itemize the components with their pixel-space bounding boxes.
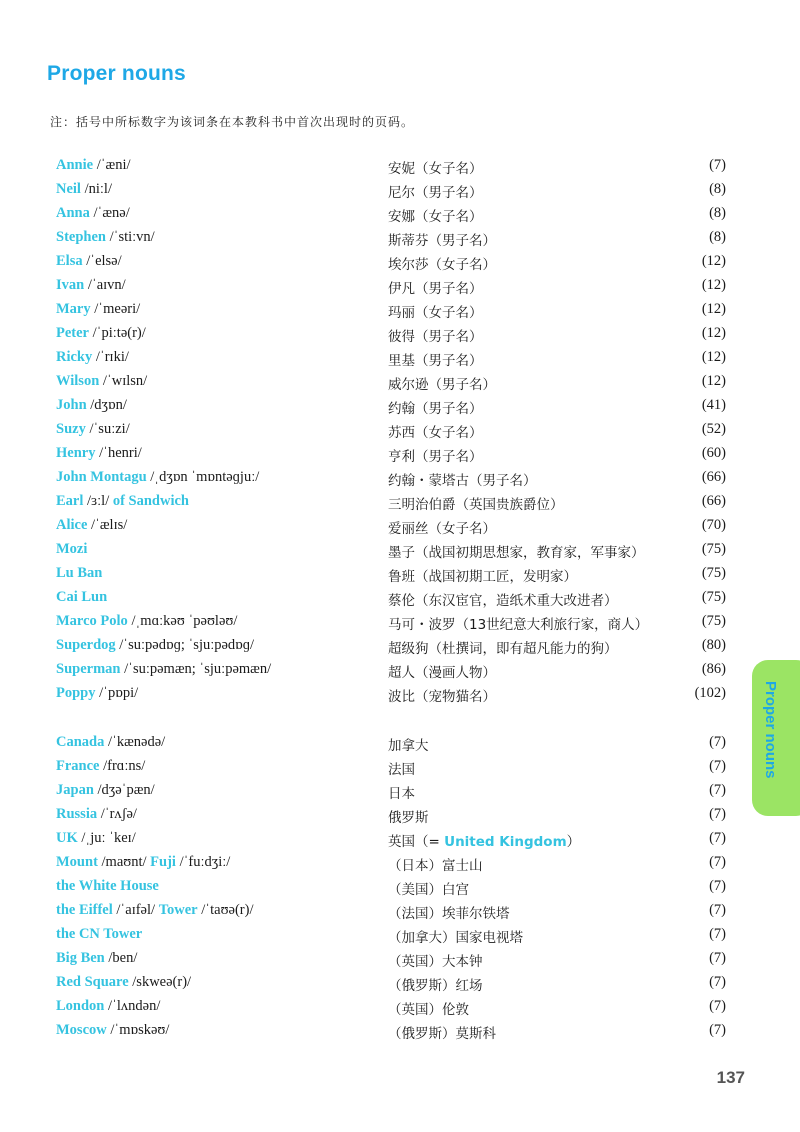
text-segment: 超级狗（杜撰词，即有超凡能力的狗） (388, 641, 618, 657)
text-segment: ） (566, 834, 581, 850)
entry-term (56, 782, 155, 799)
entry-term (56, 469, 259, 486)
headword: UK (56, 830, 78, 846)
entry-row (0, 998, 800, 1022)
entry-translation (388, 205, 483, 225)
entry-term (56, 421, 130, 438)
text-segment: （美国）白宫 (388, 882, 469, 898)
entry-term (56, 685, 138, 702)
entry-row (0, 325, 800, 349)
headword: Neil (56, 181, 81, 197)
text-segment: 蔡伦（东汉宦官，造纸术重大改进者） (388, 593, 618, 609)
entry-page-ref: (8) (709, 181, 726, 197)
text-segment: 彼得（男子名） (388, 329, 483, 345)
text-segment: 玛丽（女子名） (388, 305, 483, 321)
entry-row (0, 445, 800, 469)
entry-term (56, 661, 271, 678)
entry-row (0, 301, 800, 325)
entry-row (0, 397, 800, 421)
entry-translation (388, 157, 483, 177)
text-segment: /dʒɒn/ (86, 397, 127, 413)
text-segment: /ˈpiːtə(r)/ (89, 325, 146, 341)
headword: Mary (56, 301, 91, 317)
entry-page-ref: (7) (709, 854, 726, 870)
headword: Alice (56, 517, 88, 533)
entry-translation (388, 806, 429, 826)
side-tab-label: Proper nouns (762, 681, 779, 779)
entry-term (56, 926, 142, 943)
headword: John (56, 397, 87, 413)
headword: Poppy (56, 685, 96, 701)
entry-term (56, 157, 131, 174)
entry-row (0, 902, 800, 926)
entry-term (56, 517, 127, 534)
text-segment: /ˈrʌʃə/ (97, 806, 137, 822)
text-segment: /ˈtaʊə(r)/ (197, 902, 254, 918)
entry-page-ref: (7) (709, 878, 726, 894)
entry-page-ref: (75) (701, 541, 726, 557)
entry-term (56, 541, 87, 558)
entry-term (56, 493, 189, 510)
text-segment: （日本）富士山 (388, 858, 483, 874)
entry-page-ref: (7) (709, 974, 726, 990)
entry-translation (388, 974, 483, 994)
entry-page-ref: (75) (701, 589, 726, 605)
headword: Elsa (56, 253, 83, 269)
text-segment: 日本 (388, 786, 415, 802)
page-number: 137 (716, 1068, 745, 1087)
headword: Cai Lun (56, 589, 108, 605)
entry-page-ref: (75) (701, 565, 726, 581)
entry-term (56, 758, 145, 775)
entry-translation (388, 517, 496, 537)
headword: the CN Tower (56, 926, 143, 942)
text-segment: /ˈhenri/ (95, 445, 142, 461)
entry-term (56, 397, 127, 414)
entry-translation (388, 1022, 496, 1042)
text-segment: 加拿大 (388, 738, 429, 754)
entry-row (0, 181, 800, 205)
entry-translation (388, 926, 523, 946)
entry-translation (388, 397, 483, 417)
headword: Annie (56, 157, 94, 173)
entry-row (0, 517, 800, 541)
entry-row (0, 758, 800, 782)
entry-term (56, 1022, 169, 1039)
entry-row (0, 421, 800, 445)
entry-term (56, 806, 137, 823)
entry-translation (388, 637, 618, 657)
entry-row (0, 469, 800, 493)
text-segment: /ˈpɒpi/ (95, 685, 139, 701)
entry-term (56, 325, 146, 342)
entry-row (0, 830, 800, 854)
entry-row (0, 157, 800, 181)
text-segment: 斯蒂芬（男子名） (388, 233, 496, 249)
text-segment: 安娜（女子名） (388, 209, 483, 225)
text-segment: 超人（漫画人物） (388, 665, 496, 681)
text-segment: 俄罗斯 (388, 810, 429, 826)
entry-term (56, 277, 126, 294)
text-segment: 约翰（男子名） (388, 401, 483, 417)
headword: Anna (56, 205, 90, 221)
entry-page-ref: (60) (701, 445, 726, 461)
text-segment: /ˈkænədə/ (104, 734, 166, 750)
text-segment: /ˈlʌndən/ (104, 998, 161, 1014)
entry-page-ref: (70) (701, 517, 726, 533)
page-title: Proper nouns (47, 62, 186, 85)
text-segment: /ˈælɪs/ (87, 517, 128, 533)
entry-term (56, 637, 254, 654)
entry-translation (388, 229, 496, 249)
headword: Japan (56, 782, 94, 798)
entry-page-ref: (75) (701, 613, 726, 629)
headword: Russia (56, 806, 98, 822)
entry-page-ref: (7) (709, 998, 726, 1014)
text-segment: /ben/ (104, 950, 138, 966)
headword: Peter (56, 325, 89, 341)
entry-translation (388, 373, 496, 393)
text-segment: /ˌmɑːkəʊ ˈpəʊləʊ/ (127, 613, 238, 629)
text-segment: /niːl/ (80, 181, 112, 197)
entry-row (0, 613, 800, 637)
entry-page-ref: (7) (709, 830, 726, 846)
text-segment: /ˌjuː ˈkeɪ/ (77, 830, 136, 846)
text-segment: /ˈelsə/ (82, 253, 122, 269)
entry-translation (388, 325, 483, 345)
entry-row (0, 373, 800, 397)
entry-page-ref: (7) (709, 782, 726, 798)
entry-page-ref: (12) (701, 253, 726, 269)
headword: United Kingdom (444, 834, 567, 850)
headword: Moscow (56, 1022, 107, 1038)
entry-translation (388, 277, 483, 297)
entry-translation (388, 589, 618, 609)
entry-page-ref: (7) (709, 806, 726, 822)
headword: Tower (158, 902, 198, 918)
entry-row (0, 685, 800, 709)
headword: Henry (56, 445, 96, 461)
headword: Stephen (56, 229, 106, 245)
entry-term (56, 878, 159, 895)
entry-translation (388, 253, 496, 273)
entry-page-ref: (7) (709, 950, 726, 966)
entry-translation (388, 493, 564, 513)
entry-page-ref: (7) (709, 157, 726, 173)
text-segment: /ˈstiːvn/ (105, 229, 155, 245)
text-segment: /ˈsuːzi/ (85, 421, 130, 437)
entry-row (0, 661, 800, 685)
entry-term (56, 950, 137, 967)
headword: of Sandwich (112, 493, 189, 509)
entry-translation (388, 878, 469, 898)
entry-row (0, 974, 800, 998)
entry-row (0, 854, 800, 878)
entry-term (56, 902, 253, 919)
text-segment: （俄罗斯）红场 (388, 978, 483, 994)
text-segment: 约翰・蒙塔古（男子名） (388, 473, 537, 489)
entry-page-ref: (86) (701, 661, 726, 677)
text-segment: 波比（宠物猫名） (388, 689, 496, 705)
text-segment: 苏西（女子名） (388, 425, 483, 441)
entry-term (56, 734, 165, 751)
text-segment: 安妮（女子名） (388, 161, 483, 177)
entry-page-ref: (8) (709, 229, 726, 245)
entry-page-ref: (80) (701, 637, 726, 653)
entry-translation (388, 782, 415, 802)
headword: Fuji (150, 854, 176, 870)
entry-term (56, 349, 129, 366)
entry-row (0, 782, 800, 806)
text-segment: 三明治伯爵（英国贵族爵位） (388, 497, 564, 513)
entry-page-ref: (7) (709, 1022, 726, 1038)
entry-translation (388, 565, 577, 585)
entry-row (0, 806, 800, 830)
entry-translation (388, 661, 496, 681)
entry-term (56, 974, 191, 991)
entry-term (56, 181, 112, 198)
headword: the Eiffel (56, 902, 113, 918)
headword: Lu Ban (56, 565, 103, 581)
text-segment: /ˈwɪlsn/ (99, 373, 148, 389)
text-segment: （俄罗斯）莫斯科 (388, 1026, 496, 1042)
entry-row (0, 253, 800, 277)
entry-page-ref: (7) (709, 734, 726, 750)
text-segment: 威尔逊（男子名） (388, 377, 496, 393)
entry-row (0, 205, 800, 229)
headword: Ivan (56, 277, 85, 293)
entry-page-ref: (12) (701, 373, 726, 389)
entry-row (0, 734, 800, 758)
text-segment: （加拿大）国家电视塔 (388, 930, 523, 946)
entry-row (0, 565, 800, 589)
entry-row (0, 277, 800, 301)
entry-page-ref: (52) (701, 421, 726, 437)
entry-row (0, 1022, 800, 1046)
entry-translation (388, 469, 537, 489)
text-segment: /dʒəˈpæn/ (93, 782, 155, 798)
entry-translation (388, 613, 648, 633)
entry-translation (388, 541, 645, 561)
entry-row (0, 349, 800, 373)
text-segment: 法国 (388, 762, 415, 778)
entry-row (0, 878, 800, 902)
text-segment: /ɜːl/ (83, 493, 113, 509)
entry-page-ref: (8) (709, 205, 726, 221)
entry-page-ref: (12) (701, 325, 726, 341)
headword: Superdog (56, 637, 116, 653)
entry-row (0, 493, 800, 517)
entry-term (56, 565, 102, 582)
text-segment: /ˈrɪki/ (92, 349, 129, 365)
entry-page-ref: (12) (701, 277, 726, 293)
text-segment: 埃尔莎（女子名） (388, 257, 496, 273)
text-segment: /ˈmeəri/ (90, 301, 141, 317)
entry-page-ref: (12) (701, 349, 726, 365)
headword: John Montagu (56, 469, 147, 485)
entry-row (0, 950, 800, 974)
text-segment: /ˈaɪvn/ (84, 277, 126, 293)
text-segment: 伊凡（男子名） (388, 281, 483, 297)
text-segment: 鲁班（战国初期工匠，发明家） (388, 569, 577, 585)
entry-row (0, 589, 800, 613)
headword: Red Square (56, 974, 129, 990)
headword: the White House (56, 878, 159, 894)
text-segment: /ˈsuːpədɒɡ; ˈsjuːpədɒɡ/ (115, 637, 255, 653)
entry-translation (388, 685, 496, 705)
entry-translation (388, 902, 510, 922)
entry-term (56, 613, 237, 630)
entry-translation (388, 349, 483, 369)
entry-row (0, 637, 800, 661)
entry-term (56, 229, 155, 246)
entry-term (56, 830, 136, 847)
entry-translation (388, 421, 483, 441)
text-segment: 马可・波罗（13世纪意大利旅行家，商人） (388, 617, 649, 633)
entry-translation (388, 758, 415, 778)
entry-row (0, 926, 800, 950)
entry-term (56, 301, 140, 318)
headword: Mount (56, 854, 98, 870)
text-segment: /skweə(r)/ (128, 974, 192, 990)
headword: Earl (56, 493, 84, 509)
headword: Marco Polo (56, 613, 128, 629)
entry-page-ref: (7) (709, 926, 726, 942)
headword: Wilson (56, 373, 100, 389)
headword: France (56, 758, 100, 774)
entry-term (56, 253, 122, 270)
text-segment: /ˈmɒskəʊ/ (106, 1022, 170, 1038)
entry-term (56, 373, 147, 390)
text-segment: /ˈaɪfəl/ (112, 902, 159, 918)
entry-row (0, 541, 800, 565)
headword: Superman (56, 661, 121, 677)
entry-page-ref: (12) (701, 301, 726, 317)
text-segment: /ˈsuːpəmæn; ˈsjuːpəmæn/ (120, 661, 272, 677)
entry-page-ref: (66) (701, 469, 726, 485)
headword: London (56, 998, 105, 1014)
footnote-instruction: 注：括号中所标数字为该词条在本教科书中首次出现时的页码。 (50, 115, 415, 129)
headword: Suzy (56, 421, 86, 437)
text-segment: （英国）伦敦 (388, 1002, 469, 1018)
entry-term (56, 445, 142, 462)
entry-page-ref: (66) (701, 493, 726, 509)
text-segment: 英国（= (388, 834, 445, 850)
entry-page-ref: (7) (709, 902, 726, 918)
text-segment: /maʊnt/ (97, 854, 151, 870)
text-segment: 里基（男子名） (388, 353, 483, 369)
entry-translation (388, 734, 429, 754)
entry-translation (388, 830, 580, 850)
text-segment: /ˌdʒɒn ˈmɒntəɡjuː/ (146, 469, 260, 485)
entry-row (0, 229, 800, 253)
entry-translation (388, 854, 483, 874)
entry-page-ref: (41) (701, 397, 726, 413)
entry-term (56, 205, 130, 222)
text-segment: /frɑːns/ (99, 758, 146, 774)
text-segment: /ˈæni/ (93, 157, 131, 173)
text-segment: 墨子（战国初期思想家，教育家，军事家） (388, 545, 645, 561)
entry-translation (388, 445, 483, 465)
text-segment: /ˈænə/ (89, 205, 130, 221)
entry-translation (388, 950, 483, 970)
text-segment: （法国）埃菲尔铁塔 (388, 906, 510, 922)
headword: Mozi (56, 541, 88, 557)
headword: Big Ben (56, 950, 105, 966)
entry-term (56, 854, 230, 871)
text-segment: /ˈfuːdʒiː/ (175, 854, 231, 870)
headword: Ricky (56, 349, 93, 365)
entry-page-ref: (102) (694, 685, 726, 701)
entry-page-ref: (7) (709, 758, 726, 774)
headword: Canada (56, 734, 105, 750)
entry-translation (388, 998, 469, 1018)
entry-translation (388, 301, 483, 321)
entry-term (56, 589, 107, 606)
text-segment: 尼尔（男子名） (388, 185, 483, 201)
entry-translation (388, 181, 483, 201)
text-segment: 亨利（男子名） (388, 449, 483, 465)
text-segment: （英国）大本钟 (388, 954, 483, 970)
entry-term (56, 998, 160, 1015)
text-segment: 爱丽丝（女子名） (388, 521, 496, 537)
